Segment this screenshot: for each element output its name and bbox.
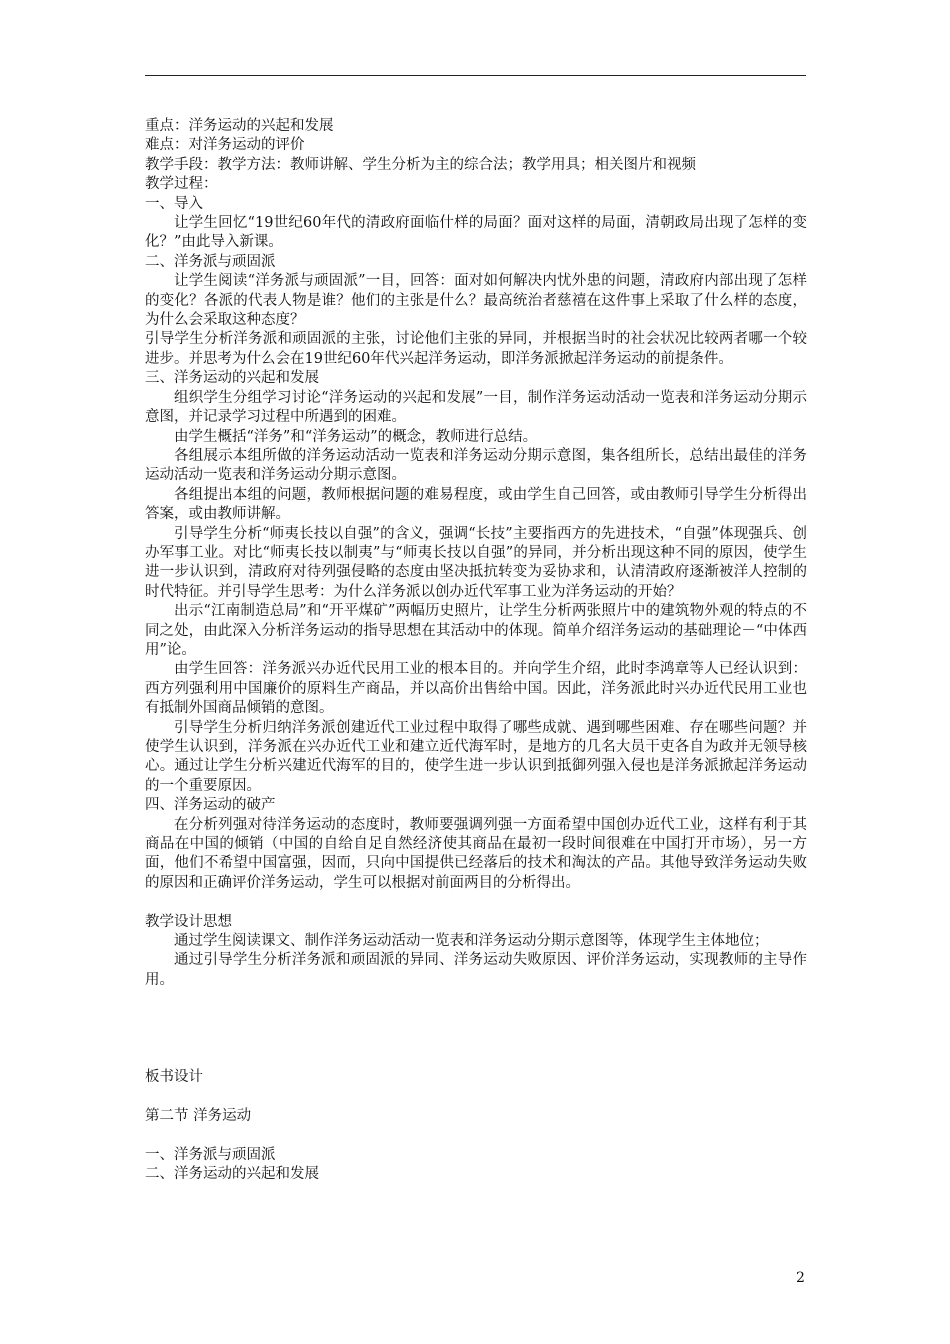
design-paragraph-2: 通过引导学生分析洋务派和顽固派的异同、洋务运动失败原因、评价洋务运动，实现教师的主导作用。 <box>145 952 807 988</box>
section-3-title: 三、洋务运动的兴起和发展 <box>145 370 319 387</box>
spacer <box>145 990 807 1068</box>
section-3-paragraph-4: 各组提出本组的问题，教师根据问题的难易程度，或由学生自己回答，或由教师引导学生分析得出答案，或由教师讲解。 <box>145 486 807 523</box>
spacer <box>145 1126 807 1145</box>
methods-line: 教学手段：教学方法：教师讲解、学生分析为主的综合法；教学用具；相关图片和视频 <box>145 156 696 173</box>
section-2-title: 二、洋务派与顽固派 <box>145 253 276 270</box>
section-3-paragraph-8: 引导学生分析归纳洋务派创建近代工业过程中取得了哪些成就、遇到哪些困难、存在哪些问题？并使学生认识到，洋务派在兴办近代工业和建立近代海军时，是地方的几名大员干吏各自为政并无领导核心。通过让学生分析兴建近代海军的目的，使学生进一步认识到抵御列强入侵也是洋务派掀起洋务运动的一个重要原因。 <box>145 719 807 794</box>
section-4-title: 四、洋务运动的破产 <box>145 797 276 814</box>
key-point-line: 重点：洋务运动的兴起和发展 <box>145 118 334 134</box>
board-section-title: 第二节 洋务运动 <box>145 1108 252 1125</box>
header-rule <box>145 75 806 76</box>
design-paragraph-1: 通过学生阅读课文、制作洋务运动活动一览表和洋务运动分期示意图等，体现学生主体地位； <box>174 933 769 950</box>
section-3-paragraph-2: 由学生概括“洋务”和“洋务运动”的概念，教师进行总结。 <box>174 428 538 445</box>
page-number: 2 <box>796 1270 805 1286</box>
spacer <box>145 1088 807 1107</box>
spacer <box>145 893 807 912</box>
section-3-paragraph-1: 组织学生分组学习讨论“洋务运动的兴起和发展”一目，制作洋务运动活动一览表和洋务运动分期示意图，并记录学习过程中所遇到的困难。 <box>145 389 807 426</box>
board-item-1: 一、洋务派与顽固派 <box>145 1146 276 1163</box>
document-body <box>145 117 807 1185</box>
section-1-title: 一、导入 <box>145 195 203 212</box>
section-4-paragraph: 在分析列强对待洋务运动的态度时，教师要强调列强一方面希望中国创办近代工业，这样有利于其商品在中国的倾销（中国的自给自足自然经济使其商品在最初一段时间很难在中国打开市场），另一方面，他们不希望中国富强，因而，只向中国提供已经落后的技术和淘汰的产品。其他导致洋务运动失败的原因和正确评价洋务运动，学生可以根据对前面两目的分析得出。 <box>145 816 807 891</box>
section-2-paragraph-1: 让学生阅读“洋务派与顽固派”一目，回答：面对如何解决内忧外患的问题，清政府内部出现了怎样的变化？各派的代表人物是谁？他们的主张是什么？最高统治者慈禧在这件事上采取了什么样的态度，为什么会采取这种态度？ <box>145 273 807 329</box>
section-3-paragraph-3: 各组展示本组所做的洋务运动活动一览表和洋务运动分期示意图，集各组所长，总结出最佳的洋务运动活动一览表和洋务运动分期示意图。 <box>145 447 807 484</box>
section-1-paragraph: 让学生回忆“19世纪60年代的清政府面临什样的局面？面对这样的局面，清朝政局出现了怎样的变化？”由此导入新课。 <box>145 215 807 251</box>
board-design-heading: 板书设计 <box>145 1069 203 1086</box>
process-heading: 教学过程： <box>145 176 218 193</box>
design-heading: 教学设计思想 <box>145 913 232 930</box>
section-3-paragraph-7: 由学生回答：洋务派兴办近代民用工业的根本目的。并向学生介绍，此时李鸿章等人已经认识到：西方列强利用中国廉价的原料生产商品，并以高价出售给中国。因此，洋务派此时兴办近代民用工业也有抵制外国商品倾销的意图。 <box>145 661 807 717</box>
section-3-paragraph-5: 引导学生分析“师夷长技以自强”的含义，强调“长技”主要指西方的先进技术，“自强”体现强兵、创办军事工业。对比“师夷长技以制夷”与“师夷长技以自强”的异同，并分析出现这种不同的原因，使学生进一步认识到，清政府对待列强侵略的态度由坚决抵抗转变为妥协求和，认清清政府逐渐被洋人控制的时代特征。并引导学生思考：为什么洋务派以创办近代军事工业为洋务运动的开始？ <box>145 525 807 600</box>
difficulty-line: 难点：对洋务运动的评价 <box>145 137 305 154</box>
section-3-paragraph-6: 出示“江南制造总局”和“开平煤矿”两幅历史照片，让学生分析两张照片中的建筑物外观的特点的不同之处，由此深入分析洋务运动的指导思想在其活动中的体现。简单介绍洋务运动的基础理论－“中体西用”论。 <box>145 603 807 658</box>
section-2-paragraph-2: 引导学生分析洋务派和顽固派的主张，讨论他们主张的异同，并根据当时的社会状况比较两者哪一个较进步。并思考为什么会在19世纪60年代兴起洋务运动，即洋务派掀起洋务运动的前提条件。 <box>145 331 807 367</box>
board-item-2: 二、洋务运动的兴起和发展 <box>145 1166 319 1183</box>
